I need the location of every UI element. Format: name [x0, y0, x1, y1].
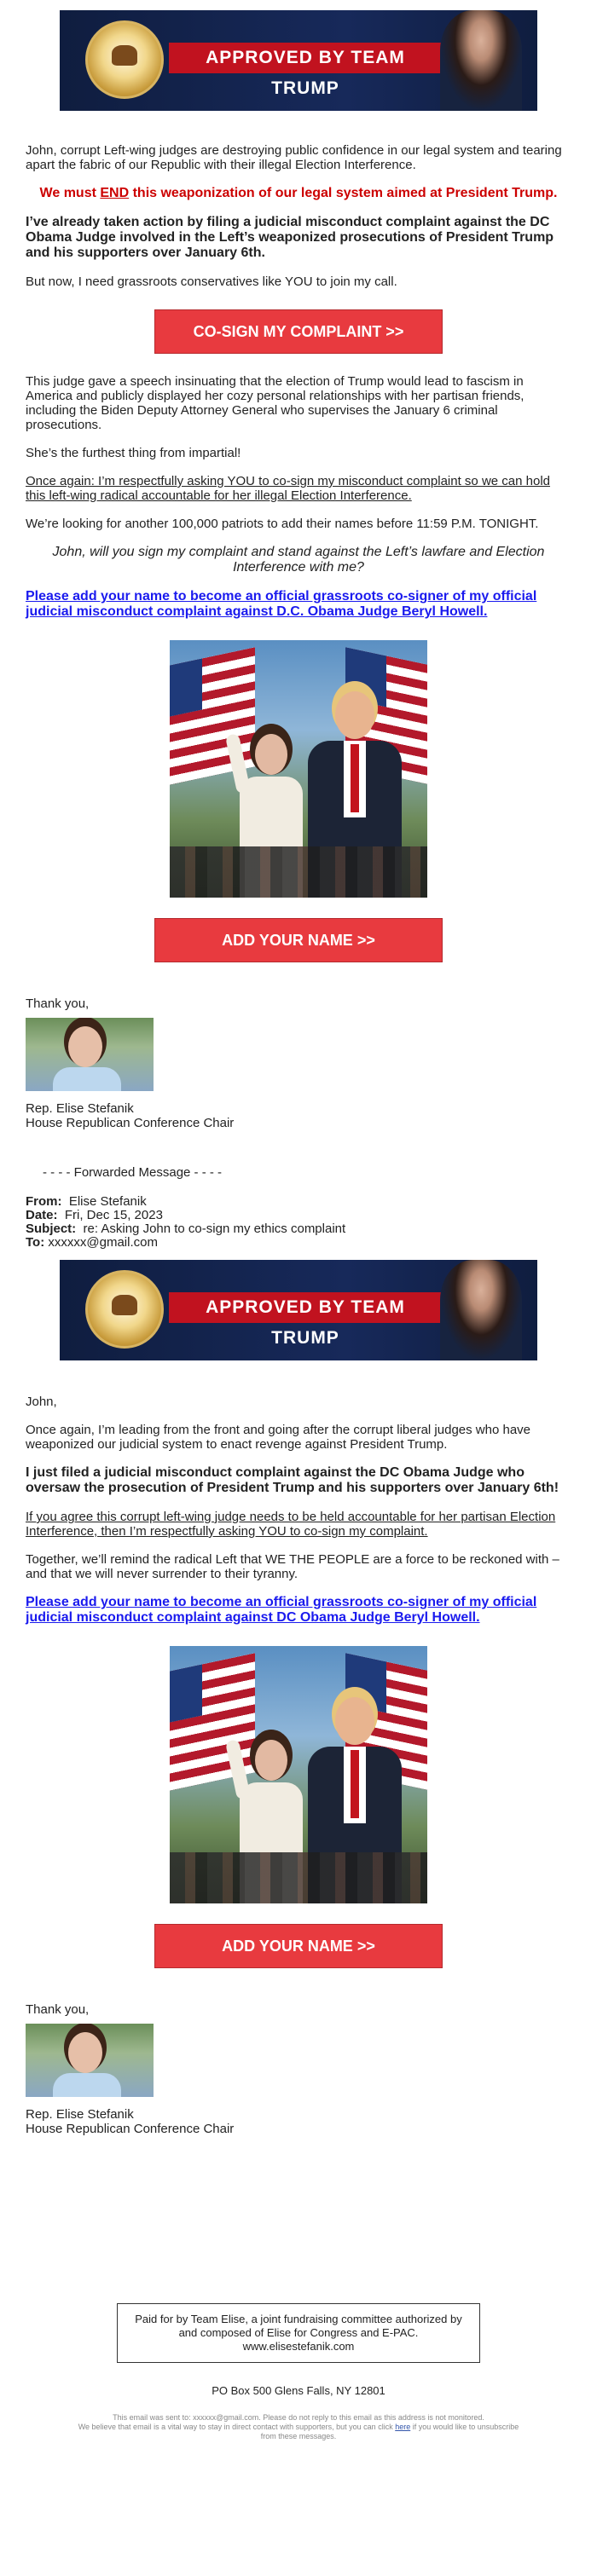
- forward-to: To: xxxxxx@gmail.com: [26, 1235, 158, 1250]
- second-greeting: John,: [26, 1395, 57, 1409]
- asking-text: Once again: I’m respectfully asking YOU to co-sign my misconduct complaint so we can hold this left-wing radical accountable for her illegal Election Interference.: [26, 474, 550, 503]
- signer-name: Rep. Elise Stefanik: [26, 1101, 134, 1116]
- second-paragraph-3: Together, we’ll remind the radical Left that WE THE PEOPLE are a force to be reckoned with – and that we will never surrender to their tyranny.: [26, 1552, 559, 1581]
- thanks-text: Thank you,: [26, 996, 90, 1011]
- seal-logo: [85, 20, 164, 99]
- signer-title-2: House Republican Conference Chair: [26, 2122, 235, 2136]
- rally-photo[interactable]: [170, 640, 427, 898]
- second-add-name-button[interactable]: ADD YOUR NAME >>: [154, 1924, 443, 1968]
- add-name-link[interactable]: Please add your name to become an official grassroots co-signer of my official judicial misconduct complaint against D.C. Obama Judge Beryl Howell.: [26, 589, 537, 619]
- portrait-image: [440, 1260, 522, 1360]
- rally-photo-2[interactable]: [170, 1646, 427, 1903]
- unsubscribe-link[interactable]: here: [395, 2423, 411, 2431]
- signer-name-2: Rep. Elise Stefanik: [26, 2107, 134, 2122]
- signature-photo-2: [26, 2024, 154, 2097]
- intro-paragraph: John, corrupt Left-wing judges are destroying public confidence in our legal system and tearing apart the fabric of our Republic with their illegal Election Interference.: [26, 143, 562, 172]
- thanks-text-2: Thank you,: [26, 2002, 90, 2017]
- second-add-name-link[interactable]: Please add your name to become an official grassroots co-signer of my official judicial misconduct complaint against DC Obama Judge Beryl Howell.: [26, 1595, 537, 1625]
- signer-title: House Republican Conference Chair: [26, 1116, 235, 1130]
- crowd: [170, 1852, 427, 1903]
- seal-logo: [85, 1270, 164, 1349]
- second-bold-statement: I just filed a judicial misconduct complaint against the DC Obama Judge who oversaw the prosecution of President Trump and his supporters over January 6th!: [26, 1465, 559, 1495]
- forward-header: - - - - Forwarded Message - - - -: [43, 1165, 223, 1180]
- impartial-text: She’s the furthest thing from impartial!: [26, 446, 241, 460]
- judge-paragraph: This judge gave a speech insinuating that the election of Trump would lead to fascism in America and publicly displayed her cozy personal relationships with her partisan friends, including the Biden Deputy Attorney General who supervises the January 6 criminal prosecutions.: [26, 374, 525, 432]
- paid-for-box: [117, 2303, 480, 2363]
- add-name-button[interactable]: ADD YOUR NAME >>: [154, 918, 443, 962]
- signature-photo: [26, 1018, 154, 1091]
- deadline-text: We’re looking for another 100,000 patriots to add their names before 11:59 P.M. TONIGHT.: [26, 517, 539, 531]
- approved-stamp: APPROVED BY TEAM TRUMP: [169, 1292, 442, 1323]
- paid-for-text: Paid for by Team Elise, a joint fundraising committee authorized by and composed of Elise for Congress and E-PAC. www.elisestefanik.com: [135, 2313, 462, 2353]
- approved-banner: [60, 10, 537, 111]
- portrait-image: [440, 10, 522, 111]
- co-sign-button[interactable]: CO-SIGN MY COMPLAINT >>: [154, 309, 443, 354]
- second-paragraph-1: Once again, I’m leading from the front and going after the corrupt liberal judges who have weaponized our judicial system to enact revenge against President Trump.: [26, 1423, 531, 1452]
- approved-stamp: APPROVED BY TEAM TRUMP: [169, 43, 442, 73]
- red-headline: We must END this weaponization of our legal system aimed at President Trump.: [39, 186, 558, 200]
- join-call-text: But now, I need grassroots conservatives like YOU to join my call.: [26, 274, 397, 289]
- unsubscribe-notice: We believe that email is a vital way to stay in direct contact with supporters, but you can click here if you would like to unsubscribe from these messages.: [78, 2423, 519, 2440]
- forward-subject: Subject: re: Asking John to co-sign my ethics complaint: [26, 1222, 346, 1236]
- sent-to-notice: This email was sent to: xxxxxx@gmail.com. Please do not reply to this email as this address is not monitored.: [113, 2413, 484, 2422]
- italic-question: John, will you sign my complaint and stand against the Left’s lawfare and Election Interference with me?: [52, 545, 545, 575]
- approved-banner-2: [60, 1260, 537, 1360]
- bold-statement: I’ve already taken action by filing a judicial misconduct complaint against the DC Obama Judge involved in the Left’s weaponized prosecutions of President Trump and his supporters over January 6th.: [26, 215, 554, 260]
- crowd: [170, 846, 427, 898]
- mailing-address: PO Box 500 Glens Falls, NY 12801: [212, 2384, 385, 2397]
- forward-date: Date: Fri, Dec 15, 2023: [26, 1208, 163, 1222]
- forward-from: From: Elise Stefanik: [26, 1194, 147, 1209]
- second-asking-text: If you agree this corrupt left-wing judge needs to be held accountable for her partisan Election Interference, then I’m respectfully asking YOU to co-sign my complaint.: [26, 1510, 556, 1539]
